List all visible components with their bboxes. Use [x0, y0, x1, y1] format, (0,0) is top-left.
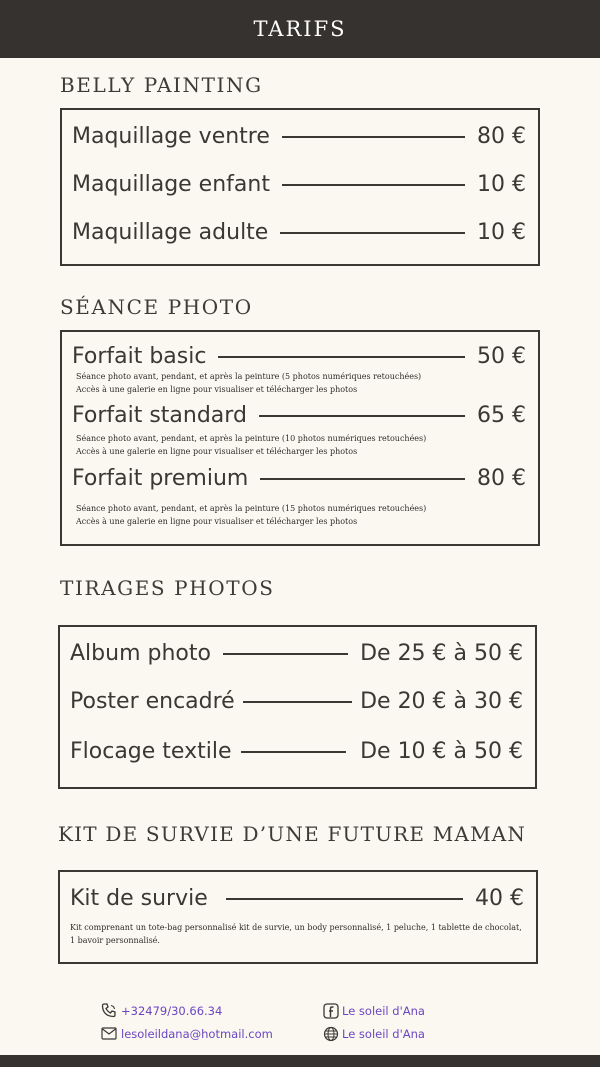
- dotted-leader: [260, 478, 465, 480]
- item-price: De 25 € à 50 €: [360, 641, 523, 666]
- section-title-belly-painting: BELLY PAINTING: [60, 73, 263, 97]
- footer-phone[interactable]: [101, 1003, 222, 1018]
- item-name: Maquillage enfant: [72, 172, 270, 197]
- phone-icon: [101, 1003, 118, 1018]
- page-footer-bar: [0, 1055, 600, 1067]
- price-row: [70, 641, 523, 666]
- description-line: Séance photo avant, pendant, et après la peinture (10 photos numériques retouchées): [76, 434, 427, 443]
- item-description: [76, 371, 526, 396]
- item-description: [76, 433, 526, 458]
- page-title: TARIFS: [253, 17, 347, 41]
- price-row: [72, 403, 526, 428]
- description-line: Séance photo avant, pendant, et après la peinture (15 photos numériques retouchées): [76, 504, 427, 513]
- dotted-leader: [259, 415, 465, 417]
- belly-painting-box: [60, 108, 540, 266]
- item-name: Maquillage adulte: [72, 220, 269, 245]
- seance-photo-box: [60, 330, 540, 546]
- item-name: Maquillage ventre: [72, 124, 270, 149]
- item-price: 80 €: [477, 124, 526, 149]
- item-name: Flocage textile: [70, 739, 232, 764]
- description-line: Accès à une galerie en ligne pour visualiser et télécharger les photos: [76, 446, 358, 456]
- mail-icon: [101, 1026, 118, 1041]
- dotted-leader: [241, 751, 346, 753]
- item-price: De 20 € à 30 €: [360, 689, 523, 714]
- section-title-tirages-photos: TIRAGES PHOTOS: [60, 576, 275, 600]
- dotted-leader: [226, 898, 463, 900]
- price-row: [70, 739, 523, 764]
- dotted-leader: [218, 356, 465, 358]
- item-price: 50 €: [477, 344, 526, 369]
- item-price: De 10 € à 50 €: [360, 739, 523, 764]
- tirages-photos-box: [58, 625, 537, 789]
- item-name: Poster encadré: [70, 689, 235, 714]
- item-name: Forfait basic: [72, 344, 207, 369]
- price-row: [70, 689, 523, 714]
- item-price: 40 €: [475, 886, 524, 911]
- dotted-leader: [280, 232, 465, 234]
- facebook-page: Le soleil d'Ana: [342, 1004, 425, 1018]
- description-line: Accès à une galerie en ligne pour visualiser et télécharger les photos: [76, 516, 358, 526]
- item-name: Album photo: [70, 641, 211, 666]
- footer-website[interactable]: [323, 1026, 425, 1042]
- item-name: Forfait standard: [72, 403, 247, 428]
- item-name: Kit de survie: [70, 886, 208, 911]
- page-header: [0, 0, 600, 58]
- item-description: Kit comprenant un tote-bag personnalisé kit de survie, un body personnalisé, 1 peluche, 1 tablette de chocolat, 1 bavoir personnalisé.: [70, 923, 522, 945]
- dotted-leader: [243, 701, 352, 703]
- kit-de-survie-box: [58, 870, 538, 964]
- item-price: 10 €: [477, 172, 526, 197]
- price-row: [72, 172, 526, 197]
- price-row: [72, 124, 526, 149]
- globe-icon: [323, 1026, 339, 1042]
- price-row: [72, 220, 526, 245]
- section-title-kit-de-survie: KIT DE SURVIE D’UNE FUTURE MAMAN: [58, 822, 527, 846]
- item-price: 65 €: [477, 403, 526, 428]
- footer-email[interactable]: [101, 1026, 273, 1041]
- phone-number: +32479/30.66.34: [121, 1003, 223, 1018]
- dotted-leader: [223, 653, 348, 655]
- email-address: lesoleildana@hotmail.com: [121, 1026, 273, 1041]
- website-link: Le soleil d'Ana: [342, 1027, 425, 1041]
- price-row: [70, 886, 524, 911]
- facebook-icon: [323, 1003, 339, 1019]
- price-row: [72, 344, 526, 369]
- section-title-seance-photo: SÉANCE PHOTO: [60, 295, 253, 319]
- footer-facebook[interactable]: [323, 1003, 425, 1019]
- dotted-leader: [282, 184, 465, 186]
- description-line: Accès à une galerie en ligne pour visualiser et télécharger les photos: [76, 384, 358, 394]
- item-price: 80 €: [477, 466, 526, 491]
- price-row: [72, 466, 526, 491]
- description-line: Séance photo avant, pendant, et après la peinture (5 photos numériques retouchées): [76, 372, 422, 381]
- item-name: Forfait premium: [72, 466, 249, 491]
- item-price: 10 €: [477, 220, 526, 245]
- item-description: [76, 503, 526, 528]
- dotted-leader: [282, 136, 465, 138]
